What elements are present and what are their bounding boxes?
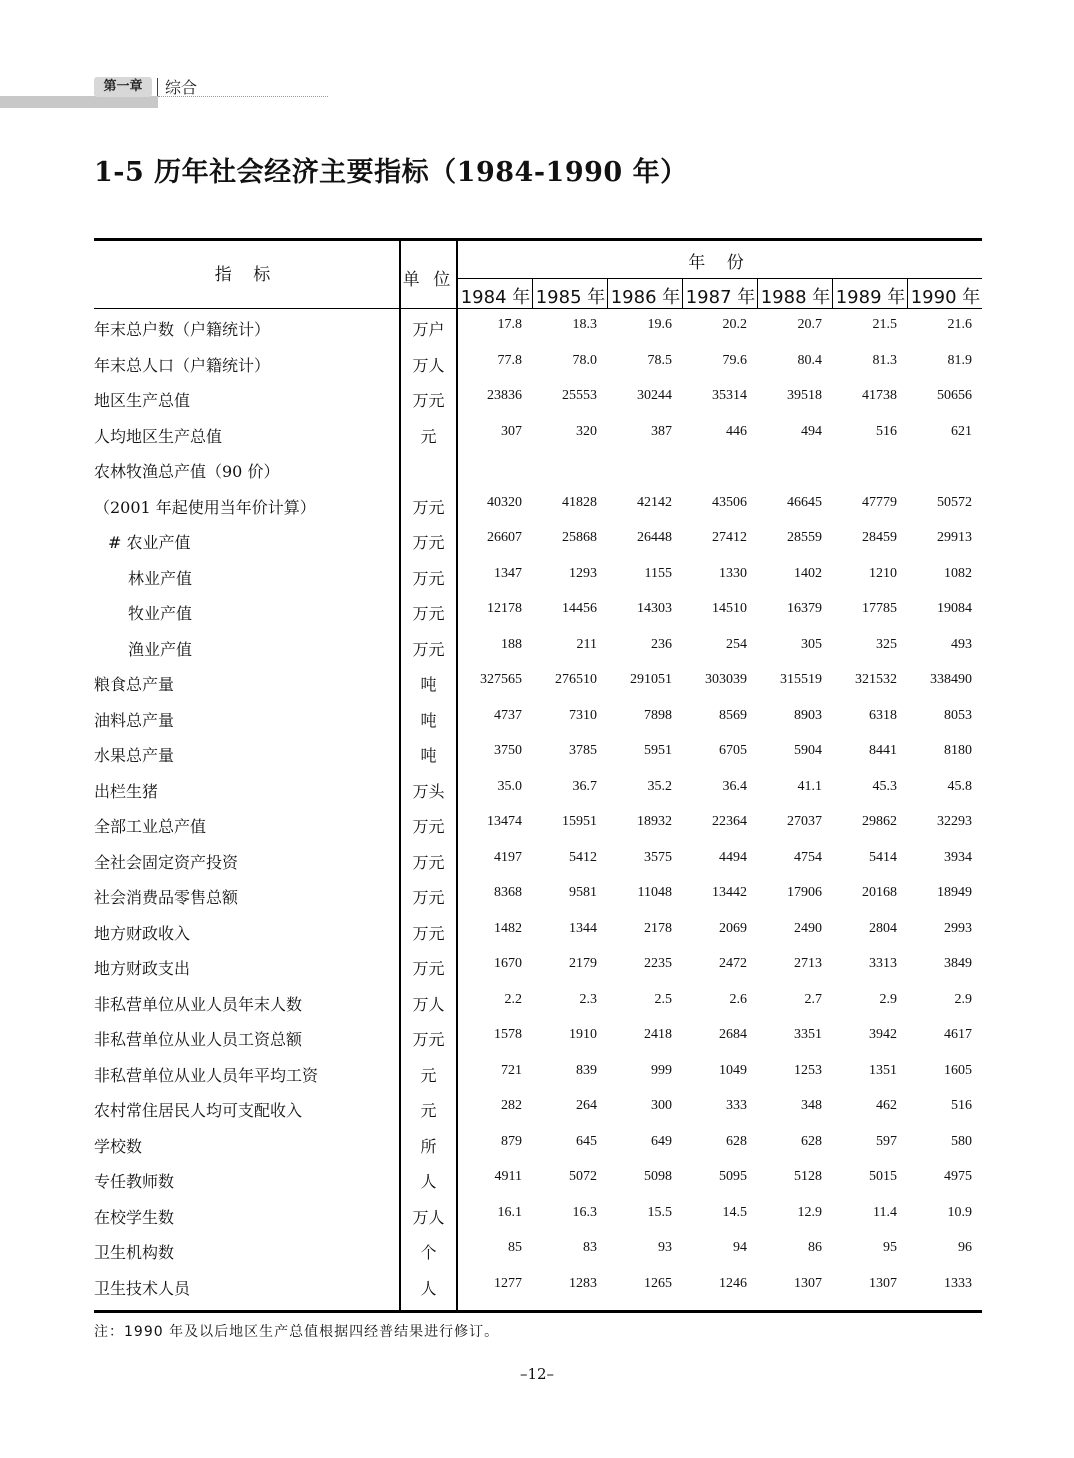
table-cell: 628 <box>726 1133 747 1149</box>
table-cell: 2490 <box>794 920 822 936</box>
table-cell: 264 <box>576 1098 597 1113</box>
table-cell: 580 <box>951 1133 972 1149</box>
table-cell: 35.0 <box>497 778 522 794</box>
table-cell: 43506 <box>712 494 747 510</box>
table-cell: 14456 <box>562 601 597 616</box>
table-row <box>94 419 982 454</box>
table-cell: 276510 <box>555 672 597 687</box>
table-cell: 4197 <box>494 849 522 865</box>
table-row <box>94 632 982 667</box>
table-cell: 8903 <box>794 707 822 723</box>
table-row <box>94 738 982 773</box>
table-cell: 10.9 <box>947 1204 972 1220</box>
table-cell: 42142 <box>637 494 672 510</box>
table-cell: 333 <box>726 1098 747 1113</box>
table-cell: 2804 <box>869 920 897 936</box>
row-unit: 万人 <box>412 355 445 375</box>
year-header: 1990 年 <box>910 287 981 308</box>
table-cell: 50656 <box>937 388 972 403</box>
row-unit: 万元 <box>412 852 445 872</box>
table-row <box>94 774 982 809</box>
table-cell: 15951 <box>562 814 597 829</box>
table-row <box>94 1235 982 1270</box>
table-row <box>94 561 982 596</box>
table-cell: 446 <box>726 423 747 439</box>
table-cell: 1307 <box>794 1275 822 1291</box>
table-cell: 493 <box>951 636 972 652</box>
table-cell: 21.6 <box>947 317 972 332</box>
table-cell: 5095 <box>719 1169 747 1184</box>
table-cell: 348 <box>801 1098 822 1113</box>
table-cell: 2.5 <box>654 991 672 1007</box>
table-bottom-rule <box>94 1310 982 1313</box>
table-cell: 387 <box>651 423 672 439</box>
table-cell: 14.5 <box>722 1204 747 1220</box>
table-cell: 50572 <box>937 494 972 510</box>
table-cell: 516 <box>951 1098 972 1113</box>
table-cell: 2684 <box>719 1027 747 1042</box>
table-cell: 32293 <box>937 814 972 829</box>
table-cell: 26607 <box>487 530 522 545</box>
table-cell: 327565 <box>480 672 522 687</box>
year-column-separator <box>757 278 758 308</box>
table-row <box>94 312 982 347</box>
row-unit: 万元 <box>412 533 445 552</box>
year-column-separator <box>832 278 833 308</box>
table-cell: 2472 <box>719 956 747 971</box>
row-unit: 万元 <box>412 391 445 410</box>
table-cell: 1351 <box>869 1062 897 1078</box>
table-cell: 95 <box>883 1240 897 1255</box>
row-unit: 吨 <box>420 710 437 730</box>
table-cell: 86 <box>808 1240 822 1255</box>
table-cell: 1482 <box>494 920 522 936</box>
table-cell: 462 <box>876 1098 897 1113</box>
table-cell: 2.3 <box>579 991 597 1007</box>
page-title: 1-5 历年社会经济主要指标（1984-1990 年） <box>94 157 688 188</box>
table-cell: 29862 <box>862 814 897 829</box>
table-cell: 27037 <box>787 814 822 829</box>
table-cell: 13474 <box>487 814 522 829</box>
table-cell: 307 <box>501 423 522 439</box>
table-row <box>94 1058 982 1093</box>
table-cell: 645 <box>576 1133 597 1149</box>
chapter-separator <box>157 78 158 96</box>
table-cell: 3942 <box>869 1027 897 1042</box>
table-cell: 5128 <box>794 1169 822 1184</box>
row-unit: 万元 <box>412 817 445 836</box>
row-unit: 万元 <box>412 568 445 588</box>
table-cell: 19084 <box>937 601 972 616</box>
table-cell: 5098 <box>644 1169 672 1184</box>
table-cell: 2.9 <box>879 991 897 1007</box>
table-cell: 3750 <box>494 743 522 758</box>
table-cell: 29913 <box>937 530 972 545</box>
table-cell: 1265 <box>644 1275 672 1291</box>
row-unit: 个 <box>420 1243 437 1262</box>
table-cell: 18949 <box>937 885 972 900</box>
table-cell: 25868 <box>562 530 597 545</box>
row-label: 水果总产量 <box>94 746 175 765</box>
row-label: 出栏生猪 <box>94 781 159 801</box>
table-cell: 81.3 <box>872 352 897 368</box>
table-cell: 19.6 <box>647 317 672 332</box>
year-header: 1986 年 <box>610 287 681 308</box>
table-cell: 20.7 <box>797 317 822 332</box>
table-cell: 1670 <box>494 956 522 971</box>
table-cell: 8053 <box>944 707 972 723</box>
table-cell: 8441 <box>869 743 897 758</box>
table-cell: 1283 <box>569 1275 597 1291</box>
table-cell: 16.1 <box>497 1204 522 1220</box>
row-unit: 万头 <box>412 781 445 801</box>
table-cell: 45.8 <box>947 778 972 794</box>
row-unit: 吨 <box>420 675 437 694</box>
table-cell: 5951 <box>644 743 672 758</box>
table-cell: 39518 <box>787 388 822 403</box>
table-cell: 4911 <box>494 1169 522 1184</box>
table-cell: 46645 <box>787 494 822 510</box>
table-cell: 85 <box>508 1240 522 1255</box>
row-label: 农村常住居民人均可支配收入 <box>94 1101 303 1120</box>
table-cell: 79.6 <box>722 352 747 368</box>
table-cell: 80.4 <box>797 352 822 368</box>
row-label: 卫生技术人员 <box>94 1278 191 1298</box>
year-column-separator <box>907 278 908 308</box>
table-cell: 2178 <box>644 920 672 936</box>
table-cell: 17906 <box>787 885 822 900</box>
table-cell: 96 <box>958 1240 972 1255</box>
table-cell: 1155 <box>644 565 672 581</box>
table-cell: 4617 <box>944 1027 972 1042</box>
table-cell: 94 <box>733 1240 747 1255</box>
table-cell: 6705 <box>719 743 747 758</box>
table-cell: 25553 <box>562 388 597 403</box>
table-cell: 4975 <box>944 1169 972 1184</box>
row-unit: 万元 <box>412 604 445 623</box>
year-header: 1984 年 <box>460 287 531 308</box>
row-unit: 万人 <box>412 994 445 1014</box>
row-unit: 万户 <box>412 320 445 339</box>
row-unit: 万元 <box>412 959 445 978</box>
table-cell: 83 <box>583 1240 597 1255</box>
table-cell: 4754 <box>794 849 822 865</box>
table-row <box>94 951 982 986</box>
table-row <box>94 1022 982 1057</box>
row-label: 非私营单位从业人员年末人数 <box>94 994 303 1014</box>
table-cell: 3849 <box>944 956 972 971</box>
table-cell: 721 <box>501 1062 522 1078</box>
row-label: 油料总产量 <box>94 710 175 730</box>
table-cell: 41828 <box>562 494 597 510</box>
row-label: 专任教师数 <box>94 1172 175 1191</box>
year-header: 1985 年 <box>535 287 606 308</box>
table-cell: 18.3 <box>572 317 597 332</box>
unit-column-header: 单 位 <box>402 270 455 290</box>
table-row <box>94 525 982 560</box>
table-row <box>94 1164 982 1199</box>
table-cell: 20.2 <box>722 317 747 332</box>
row-label: 人均地区生产总值 <box>94 426 223 446</box>
table-cell: 315519 <box>780 672 822 687</box>
row-label: 粮食总产量 <box>94 675 175 694</box>
year-header-rule <box>458 278 982 279</box>
table-cell: 188 <box>501 636 522 652</box>
row-label: # 农业产值 <box>108 533 191 552</box>
table-cell: 17785 <box>862 601 897 616</box>
table-cell: 1333 <box>944 1275 972 1291</box>
year-header: 1989 年 <box>835 287 906 308</box>
table-cell: 8180 <box>944 743 972 758</box>
table-row <box>94 1129 982 1164</box>
table-cell: 40320 <box>487 494 522 510</box>
table-cell: 12.9 <box>797 1204 822 1220</box>
row-label: 卫生机构数 <box>94 1243 175 1262</box>
table-row <box>94 596 982 631</box>
table-cell: 303039 <box>705 672 747 687</box>
table-cell: 3313 <box>869 956 897 971</box>
table-cell: 9581 <box>569 885 597 900</box>
table-cell: 1049 <box>719 1062 747 1078</box>
table-row <box>94 809 982 844</box>
row-label: 非私营单位从业人员工资总额 <box>94 1030 303 1049</box>
table-cell: 5414 <box>869 849 897 865</box>
table-cell: 1344 <box>569 920 597 936</box>
table-row <box>94 880 982 915</box>
table-row <box>94 454 982 489</box>
row-label: 牧业产值 <box>128 604 193 623</box>
table-cell: 1910 <box>569 1027 597 1042</box>
row-unit: 人 <box>420 1172 437 1191</box>
table-cell: 78.5 <box>647 352 672 368</box>
table-cell: 320 <box>576 423 597 439</box>
table-cell: 2235 <box>644 956 672 971</box>
table-cell: 282 <box>501 1098 522 1113</box>
table-cell: 47779 <box>862 494 897 510</box>
table-cell: 1246 <box>719 1275 747 1291</box>
table-cell: 5412 <box>569 849 597 865</box>
table-cell: 35314 <box>712 388 747 403</box>
table-cell: 2179 <box>569 956 597 971</box>
row-label: 地区生产总值 <box>94 391 191 410</box>
table-row <box>94 1200 982 1235</box>
row-label: 全部工业总产值 <box>94 817 207 836</box>
row-label: 渔业产值 <box>128 639 193 659</box>
row-unit: 万元 <box>412 1030 445 1049</box>
table-cell: 321532 <box>855 672 897 687</box>
table-cell: 2.6 <box>729 991 747 1007</box>
table-cell: 2069 <box>719 920 747 936</box>
table-cell: 20168 <box>862 885 897 900</box>
chapter-badge: 第一章 <box>94 77 152 97</box>
table-cell: 16379 <box>787 601 822 616</box>
table-row <box>94 348 982 383</box>
table-cell: 21.5 <box>872 317 897 332</box>
table-cell: 8368 <box>494 885 522 900</box>
table-cell: 628 <box>801 1133 822 1149</box>
table-cell: 7898 <box>644 707 672 723</box>
row-label: 地方财政收入 <box>94 923 191 943</box>
table-cell: 8569 <box>719 707 747 723</box>
table-cell: 5904 <box>794 743 822 758</box>
table-row <box>94 667 982 702</box>
year-column-separator <box>607 278 608 308</box>
table-cell: 516 <box>876 423 897 439</box>
table-row <box>94 987 982 1022</box>
table-cell: 3934 <box>944 849 972 865</box>
table-cell: 2418 <box>644 1027 672 1042</box>
row-label: 地方财政支出 <box>94 959 191 978</box>
table-cell: 494 <box>801 423 822 439</box>
table-cell: 6318 <box>869 707 897 723</box>
table-cell: 3785 <box>569 743 597 758</box>
table-cell: 597 <box>876 1133 897 1149</box>
table-cell: 338490 <box>930 672 972 687</box>
row-label: 学校数 <box>94 1136 143 1156</box>
row-unit: 万元 <box>412 888 445 907</box>
table-note: 注：1990 年及以后地区生产总值根据四经普结果进行修订。 <box>94 1324 500 1340</box>
row-label: 全社会固定资产投资 <box>94 852 239 872</box>
table-cell: 2713 <box>794 956 822 971</box>
table-cell: 1277 <box>494 1275 522 1291</box>
table-cell: 839 <box>576 1062 597 1078</box>
table-cell: 14510 <box>712 601 747 616</box>
table-cell: 36.7 <box>572 778 597 794</box>
row-unit: 元 <box>420 1101 437 1120</box>
table-row <box>94 1093 982 1128</box>
table-cell: 45.3 <box>872 778 897 794</box>
row-unit: 万元 <box>412 497 445 517</box>
table-cell: 78.0 <box>572 352 597 368</box>
table-cell: 5015 <box>869 1169 897 1184</box>
table-cell: 35.2 <box>647 778 672 794</box>
table-cell: 2.7 <box>804 991 822 1007</box>
row-unit: 万元 <box>412 639 445 659</box>
years-column-header: 年 份 <box>688 253 752 273</box>
table-cell: 41.1 <box>797 778 822 794</box>
table-cell: 2.9 <box>954 991 972 1007</box>
table-cell: 81.9 <box>947 352 972 368</box>
year-column-separator <box>532 278 533 308</box>
table-cell: 1082 <box>944 565 972 581</box>
chapter-title: 综合 <box>165 78 198 97</box>
row-unit: 万元 <box>412 923 445 943</box>
table-cell: 236 <box>651 636 672 652</box>
table-cell: 28559 <box>787 530 822 545</box>
row-label: 年末总户数（户籍统计） <box>94 320 271 339</box>
table-cell: 11.4 <box>873 1204 897 1220</box>
table-cell: 621 <box>951 423 972 439</box>
table-cell: 291051 <box>630 672 672 687</box>
row-label: 农林牧渔总产值（90 价） <box>94 462 280 481</box>
table-cell: 3351 <box>794 1027 822 1042</box>
page-number: –12– <box>519 1365 555 1383</box>
table-cell: 41738 <box>862 388 897 403</box>
table-row <box>94 703 982 738</box>
table-cell: 26448 <box>637 530 672 545</box>
table-cell: 3575 <box>644 849 672 865</box>
table-cell: 254 <box>726 636 747 652</box>
table-cell: 999 <box>651 1062 672 1078</box>
table-cell: 4737 <box>494 707 522 723</box>
row-label: 年末总人口（户籍统计） <box>94 355 271 375</box>
table-cell: 1347 <box>494 565 522 581</box>
year-header: 1988 年 <box>760 287 831 308</box>
table-cell: 11048 <box>637 885 672 900</box>
row-label: 社会消费品零售总额 <box>94 888 239 907</box>
table-cell: 28459 <box>862 530 897 545</box>
table-cell: 211 <box>576 636 597 652</box>
table-cell: 23836 <box>487 388 522 403</box>
indicator-column-header: 指 标 <box>214 265 279 285</box>
row-label: （2001 年起使用当年价计算） <box>94 497 316 517</box>
table-cell: 305 <box>801 636 822 652</box>
year-header: 1987 年 <box>685 287 756 308</box>
table-cell: 93 <box>658 1240 672 1255</box>
row-label: 在校学生数 <box>94 1207 175 1227</box>
table-cell: 12178 <box>487 601 522 616</box>
table-cell: 17.8 <box>497 317 522 332</box>
table-cell: 27412 <box>712 530 747 545</box>
year-column-separator <box>682 278 683 308</box>
table-row <box>94 490 982 525</box>
table-cell: 1330 <box>719 565 747 581</box>
table-cell: 36.4 <box>722 778 747 794</box>
table-cell: 1578 <box>494 1027 522 1042</box>
table-cell: 1307 <box>869 1275 897 1291</box>
table-cell: 5072 <box>569 1169 597 1184</box>
table-cell: 77.8 <box>497 352 522 368</box>
table-cell: 7310 <box>569 707 597 723</box>
row-unit: 吨 <box>420 746 437 765</box>
table-cell: 14303 <box>637 601 672 616</box>
table-cell: 22364 <box>712 814 747 829</box>
table-cell: 16.3 <box>572 1204 597 1220</box>
table-cell: 879 <box>501 1133 522 1149</box>
table-cell: 18932 <box>637 814 672 829</box>
table-row <box>94 916 982 951</box>
table-row <box>94 845 982 880</box>
row-unit: 人 <box>420 1278 437 1298</box>
table-cell: 1293 <box>569 565 597 581</box>
statistics-table <box>94 238 982 1313</box>
row-unit: 万人 <box>412 1207 445 1227</box>
table-cell: 1402 <box>794 565 822 581</box>
table-cell: 300 <box>651 1098 672 1113</box>
row-unit: 元 <box>420 1065 437 1085</box>
table-cell: 2.2 <box>504 991 522 1007</box>
table-cell: 4494 <box>719 849 747 865</box>
header-band <box>0 96 158 108</box>
table-cell: 649 <box>651 1133 672 1149</box>
table-cell: 15.5 <box>647 1204 672 1220</box>
table-cell: 30244 <box>637 388 672 403</box>
table-cell: 1210 <box>869 565 897 581</box>
table-row <box>94 383 982 418</box>
row-label: 林业产值 <box>128 568 193 588</box>
table-top-rule <box>94 238 982 241</box>
row-label: 非私营单位从业人员年平均工资 <box>94 1065 319 1085</box>
row-unit: 元 <box>420 426 437 446</box>
table-cell: 2993 <box>944 920 972 936</box>
row-unit: 所 <box>420 1136 437 1156</box>
table-cell: 13442 <box>712 885 747 900</box>
table-cell: 1605 <box>944 1062 972 1078</box>
table-cell: 325 <box>876 636 897 652</box>
table-row <box>94 1271 982 1306</box>
table-cell: 1253 <box>794 1062 822 1078</box>
